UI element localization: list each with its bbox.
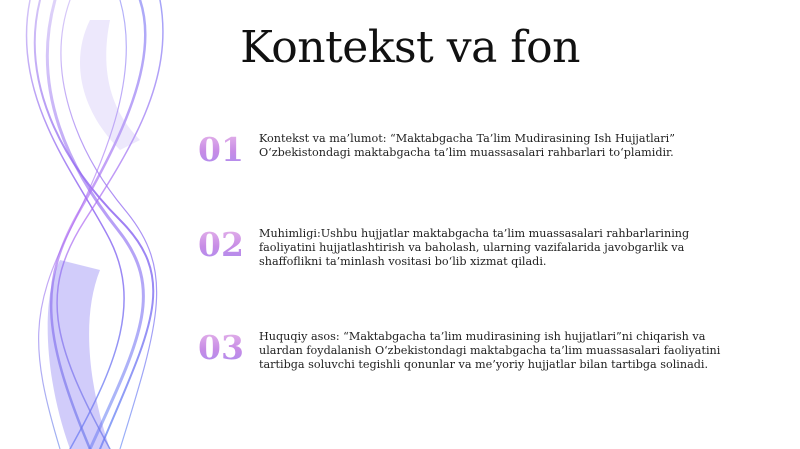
page-title: Kontekst va fon	[240, 22, 580, 73]
item-text: Huquqiy asos: “Maktabgacha ta’lim mudirasining ish hujjatlari”ni chiqarish va ulardan foydalanish O‘zbekistondagi maktabgacha ta’lim muassasalari faoliyatini tartibga soluvchi tegishli qonunlar va me’yoriy hujjatlar bilan tartibga solinadi.	[259, 330, 721, 371]
item-number: 01	[198, 130, 244, 169]
decorative-ribbon	[0, 0, 200, 449]
item-number: 03	[198, 328, 244, 367]
item-text: Muhimligi:Ushbu hujjatlar maktabgacha ta’lim muassasalari rahbarlarining faoliyatini hujjatlashtirish va baholash, ularning vazifalarida javobgarlik va shaffoflikni ta’minlash vositasi bo‘lib xizmat qiladi.	[259, 227, 690, 268]
item-number: 02	[198, 225, 244, 264]
item-text: Kontekst va ma’lumot: “Maktabgacha Ta’lim Mudirasining Ish Hujjatlari” O‘zbekistondagi maktabgacha ta’lim muassasalari rahbarlari to‘plamidir.	[259, 132, 675, 159]
